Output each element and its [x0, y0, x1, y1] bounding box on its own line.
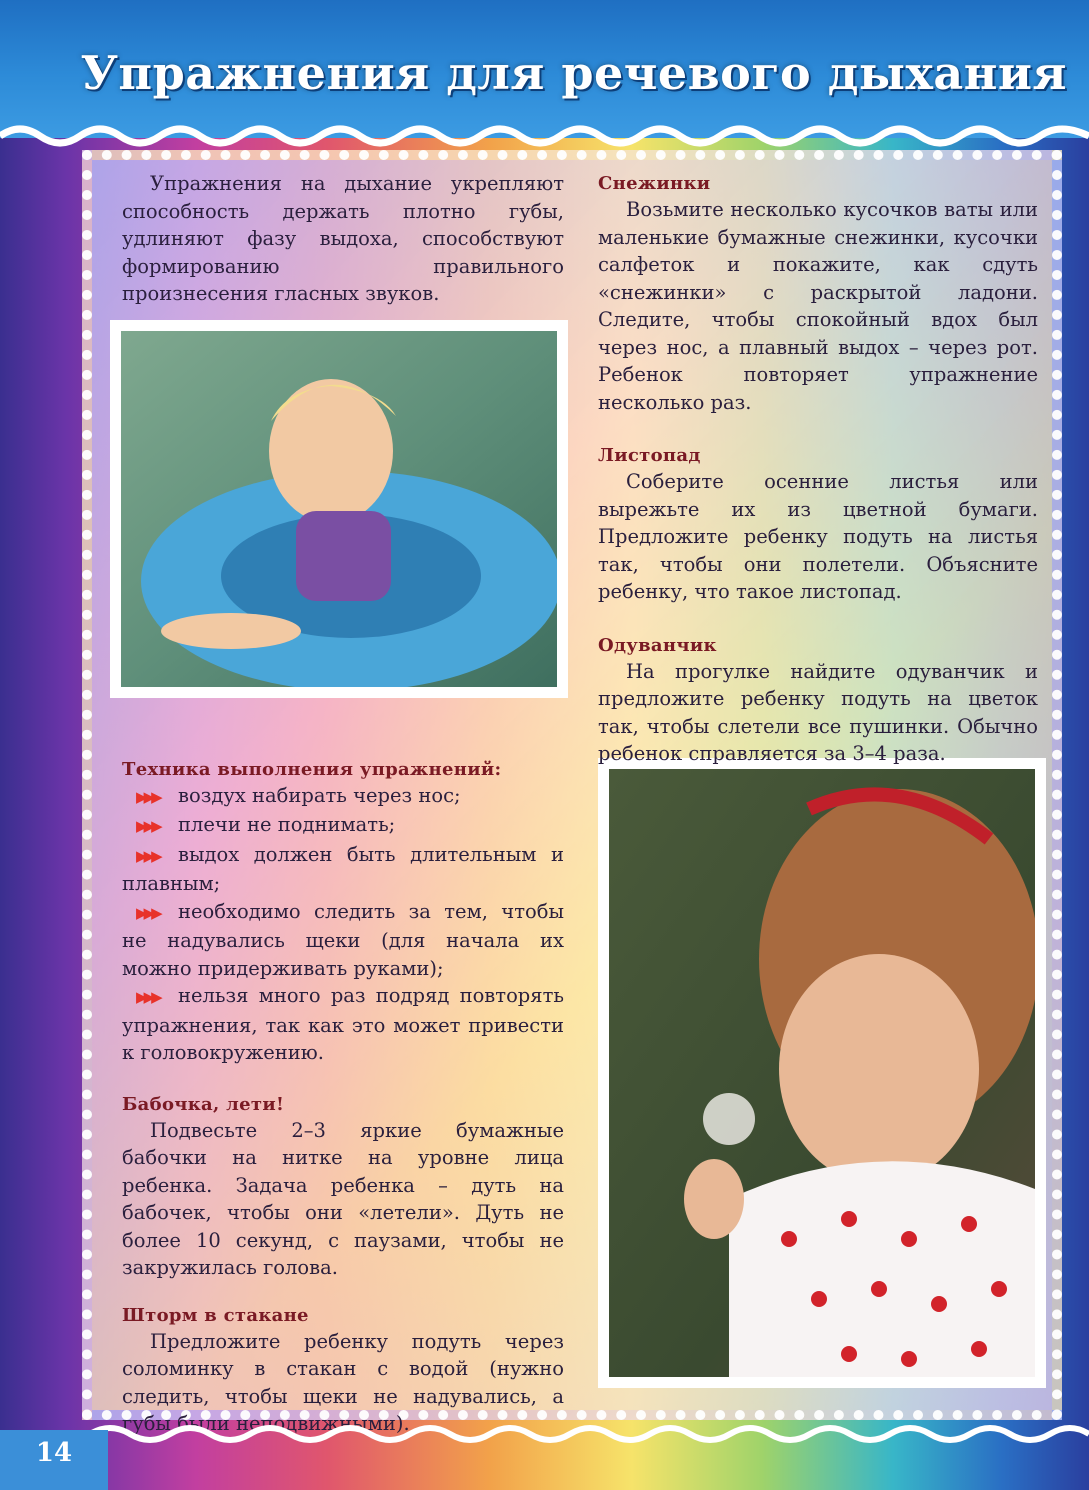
snow-heading: Снежинки	[598, 173, 711, 194]
wave-border-top	[0, 118, 1089, 154]
butterfly-paragraph: Подвесьте 2–3 яркие бумажные бабочки на нитке на уровне лица ребенка. Задача ребенка – дуть на бабочек, чтобы они «летели». Дуть не более 10 секунд, с паузами, чтобы не закружилась голова.	[122, 1118, 564, 1279]
list-item: ▶▶▶ необходимо следить за тем, чтобы не надувались щеки (для начала их можно придерживать руками);	[122, 899, 564, 980]
arrow-bullet-icon: ▶▶▶	[136, 846, 159, 865]
photo-spacer	[122, 308, 564, 748]
arrow-bullet-icon: ▶▶▶	[136, 817, 159, 835]
intro-paragraph: Упражнения на дыхание укрепляют способность держать плотно губы, удлиняют фазу выдоха, способствуют формированию правильного произнесения гласных звуков.	[122, 172, 564, 305]
technique-heading: Техника выполнения упражнений:	[122, 758, 502, 780]
technique-list	[122, 782, 564, 1067]
dandelion-paragraph: На прогулке найдите одуванчик и предложите ребенку подуть на цветок так, чтобы слетели все пушинки. Обычно ребенок справляется за 3–4 раза.	[598, 659, 1038, 765]
list-item: ▶▶▶ плечи не поднимать;	[122, 811, 564, 841]
arrow-bullet-icon: ▶▶▶	[136, 787, 159, 806]
left-column	[122, 170, 564, 1438]
photo-child-blowing-dandelion	[598, 758, 1046, 1388]
page-number: 14	[0, 1430, 108, 1490]
page-title: Упражнения для речевого дыхания	[80, 46, 1067, 100]
arrow-bullet-icon: ▶▶▶	[136, 903, 159, 922]
leaf-paragraph: Соберите осенние листья или вырежьте их из цветной бумаги. Предложите ребенку подуть на листья так, чтобы они полетели. Объясните ребенку, что такое листопад.	[598, 470, 1038, 603]
list-item: ▶▶▶ нельзя много раз подряд повторять упражнения, так как это может привести к головокружению.	[122, 984, 564, 1064]
wave-border-bottom	[90, 1420, 1089, 1454]
right-column	[598, 170, 1038, 768]
list-item: ▶▶▶ выдох должен быть длительным и плавным;	[122, 842, 564, 895]
storm-heading: Шторм в стакане	[122, 1304, 309, 1326]
dandelion-heading: Одуванчик	[598, 634, 717, 656]
storm-paragraph: Предложите ребенку подуть через соломинку в стакан с водой (нужно следить, чтобы щеки не надувались, а губы были неподвижными).	[122, 1329, 564, 1435]
butterfly-heading: Бабочка, лети!	[122, 1093, 285, 1115]
snow-paragraph: Возьмите несколько кусочков ваты или маленькие бумажные снежинки, кусочки салфеток и покажите, как сдуть «снежинки» с раскрытой ладони. Следите, чтобы спокойный вдох был через нос, а плавный выдох – через рот. Ребенок повторяет упражнение несколько раз.	[598, 198, 1038, 414]
leaf-heading: Листопад	[598, 445, 701, 466]
arrow-bullet-icon: ▶▶▶	[136, 988, 159, 1006]
list-item: ▶▶▶ воздух набирать через нос;	[122, 782, 564, 812]
